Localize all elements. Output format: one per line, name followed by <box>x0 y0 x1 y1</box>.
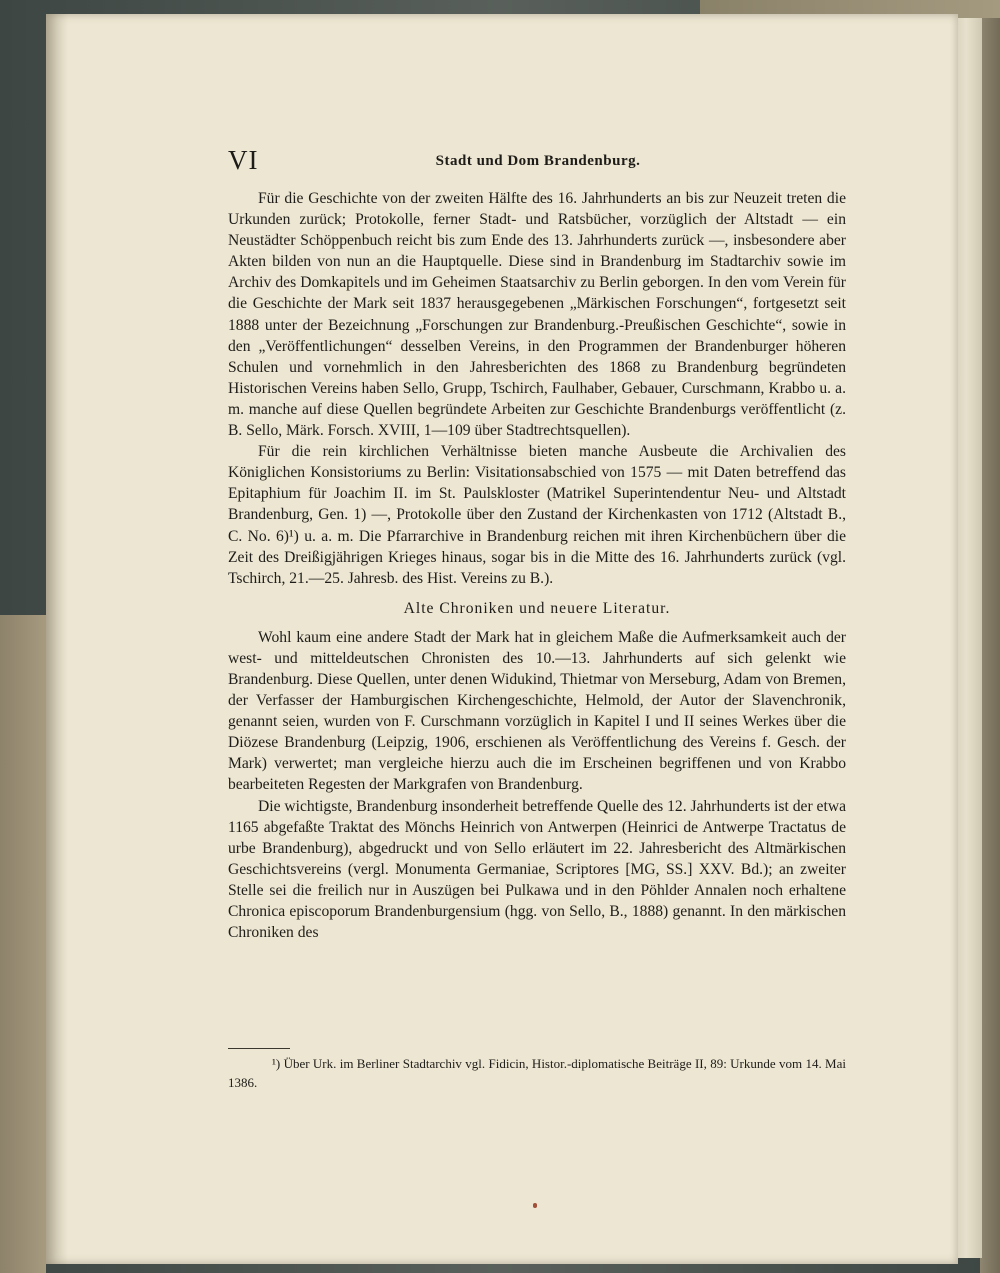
paragraph-church-records: Für die rein kirchlichen Verhältnisse bieten manche Ausbeute die Archivalien des Königlichen Konsistoriums zu Berlin: Visitationsabschied von 1575 — mit Daten betreffend das Epitaphium für Joachim II. im St. Paulskloster (Matrikel Superintendentur Neu- und Altstadt Brandenburg, Gen. 1) —, Protokolle über den Zustand der Kirchenkasten von 1712 (Altstadt B., C. No. 6)¹) u. a. m. Die Pfarrarchive in Brandenburg reichen mit ihren Kirchenbüchern über die Zeit des Dreißigjährigen Krieges hinaus, sogar bis in die Mitte des 16. Jahrhunderts zurück (vgl. Tschirch, 21.—25. Jahresb. des Hist. Vereins zu B.). <box>228 443 846 587</box>
paragraph-heinrich-tractatus: Die wichtigste, Brandenburg insonderheit betreffende Quelle des 12. Jahrhunderts ist der etwa 1165 abgefaßte Traktat des Mönchs Heinrich von Antwerpen (Heinrici de Antwerpe Tractatus de urbe Brandenburg), abgedruckt und von Sello erläutert im 22. Jahresbericht des Altmärkischen Geschichtsvereins (vergl. Monumenta Germaniae, Scriptores [MG, SS.] XXV. Bd.); an zweiter Stelle sei die freilich nur in Auszügen bei Pulkawa und in den Pöhlder Annalen noch erhaltene Chronica episcoporum Brandenburgensium (hgg. von Sello, B., 1888) genannt. In den märkischen Chroniken des <box>228 797 846 942</box>
footnote-text: ¹) Über Urk. im Berliner Stadtarchiv vgl. Fidicin, Histor.-diplomatische Beiträge II, 89: Urkunde vom 14. Mai 1386. <box>228 1056 846 1090</box>
paragraph-chroniclers: Wohl kaum eine andere Stadt der Mark hat in gleichem Maße die Aufmerksamkeit auch der west- und mitteldeutschen Chronisten des 10.—13. Jahrhunderts auf sich gelenkt wie Brandenburg. Diese Quellen, unter denen Widukind, Thietmar von Merseburg, Adam von Bremen, der Verfasser der Hamburgischen Kirchengeschichte, Helmold, der Autor der Slavenchronik, genannt seien, wurden von F. Curschmann vorzüglich in Kapitel I und II seines Werkes über die Diözese Brandenburg (Leipzig, 1906, erschienen als Veröffentlichung des Vereins f. Gesch. der Mark) verwertet; man vergleiche hierzu auch die im Erscheinen begriffenen und von Krabbo bearbeiteten Regesten der Markgrafen von Brandenburg. <box>228 628 846 794</box>
page-number: VI <box>228 145 259 175</box>
page-body <box>228 188 846 943</box>
footnote <box>228 1054 846 1092</box>
footnote-rule <box>228 1048 290 1049</box>
paragraph-sources-16th-century: Für die Geschichte von der zweiten Hälfte des 16. Jahrhunderts an bis zur Neuzeit treten die Urkunden zurück; Protokolle, ferner Stadt- und Ratsbücher, vorzüglich der Altstadt — ein Neustädter Schöppenbuch reicht bis zum Ende des 13. Jahrhunderts zurück —, insbesondere aber Akten bilden von nun an die Hauptquelle. Diese sind in Brandenburg im Stadtarchiv sowie im Archiv des Domkapitels und im Geheimen Staatsarchiv zu Berlin geborgen. In den vom Verein für die Geschichte der Mark seit 1837 herausgegebenen „Märkischen Forschungen“, fortgesetzt seit 1888 unter der Bezeichnung „Forschungen zur Brandenburg.-Preußischen Geschichte“, sowie in den „Veröffentlichungen“ desselben Vereins, in den Programmen der Brandenburger höheren Schulen und vornehmlich in den Jahresberichten des 1868 zu Brandenburg begründeten Historischen Vereins haben Sello, Grupp, Tschirch, Faulhaber, Gebauer, Curschmann, Krabbo u. a. m. manche auf diese Quellen begründete Arbeiten zur Geschichte Brandenburgs veröffentlicht (z. B. Sello, Märk. Forsch. XVIII, 1—109 über Stadtrechtsquellen). <box>228 190 846 440</box>
cover-corner-left <box>0 615 46 1273</box>
cover-right-edge <box>980 18 1000 1273</box>
section-heading: Alte Chroniken und neuere Literatur. <box>403 599 671 617</box>
running-head: Stadt und Dom Brandenburg. <box>435 153 641 169</box>
ink-speck <box>533 1203 537 1208</box>
facing-page-edge <box>955 18 982 1258</box>
page-header <box>228 145 848 181</box>
